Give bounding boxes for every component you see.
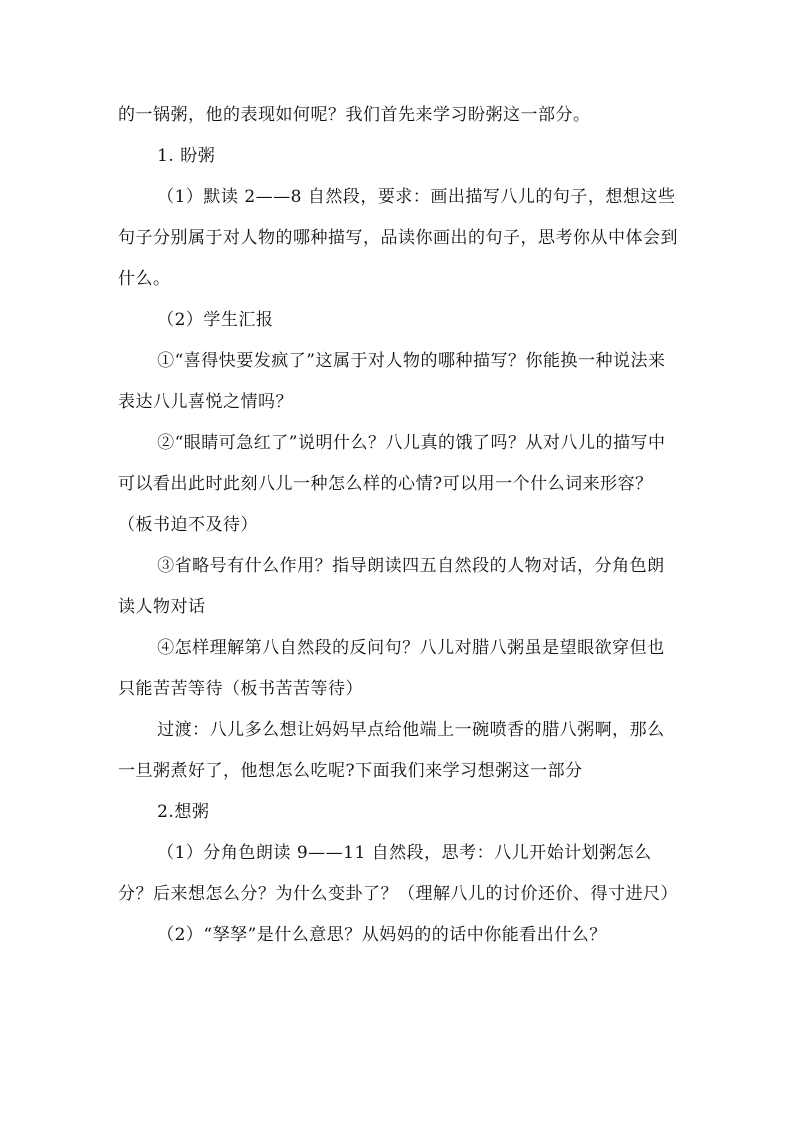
paragraph-task-1: （1）默读 2——8 自然段，要求：画出描写八儿的句子，想想这些句子分别属于对人物的哪种描写，品读你画出的句子，思考你从中体会到什么。 xyxy=(118,187,678,289)
paragraph-task-4: （2）“孥孥”是什么意思？从妈妈的的话中你能看出什么？ xyxy=(157,925,607,945)
paragraph-task-2: （2）学生汇报 xyxy=(157,310,274,330)
paragraph-question-4: ④怎样理解第八自然段的反问句？八儿对腊八粥虽是望眼欲穿但也只能苦苦等待（板书苦苦等待） xyxy=(118,638,665,699)
section-heading-xiang-zhou: 2.想粥 xyxy=(157,802,210,822)
document-body xyxy=(118,95,680,956)
paragraph-question-2: ②“眼睛可急红了”说明什么？八儿真的饿了吗？从对八儿的描写中可以看出此时此刻八儿一种怎么样的心情?可以用一个什么词来形容？（板书迫不及待） xyxy=(118,433,666,535)
paragraph-task-3: （1）分角色朗读 9——11 自然段，思考：八儿开始计划粥怎么分？后来想怎么分？为什么变卦了？（理解八儿的讨价还价、得寸进尺） xyxy=(118,843,678,904)
paragraph-question-1: ①“喜得快要发疯了”这属于对人物的哪种描写？你能换一种说法来表达八儿喜悦之情吗？ xyxy=(118,351,666,412)
paragraph-transition: 过渡：八儿多么想让妈妈早点给他端上一碗喷香的腊八粥啊，那么一旦粥煮好了，他想怎么吃呢?下面我们来学习想粥这一部分 xyxy=(118,720,665,781)
paragraph-intro-continuation: 的一锅粥，他的表现如何呢？我们首先来学习盼粥这一部分。 xyxy=(118,105,591,125)
paragraph-question-3: ③省略号有什么作用？指导朗读四五自然段的人物对话，分角色朗读人物对话 xyxy=(118,556,665,617)
section-heading-pan-zhou: 1. 盼粥 xyxy=(157,146,216,166)
